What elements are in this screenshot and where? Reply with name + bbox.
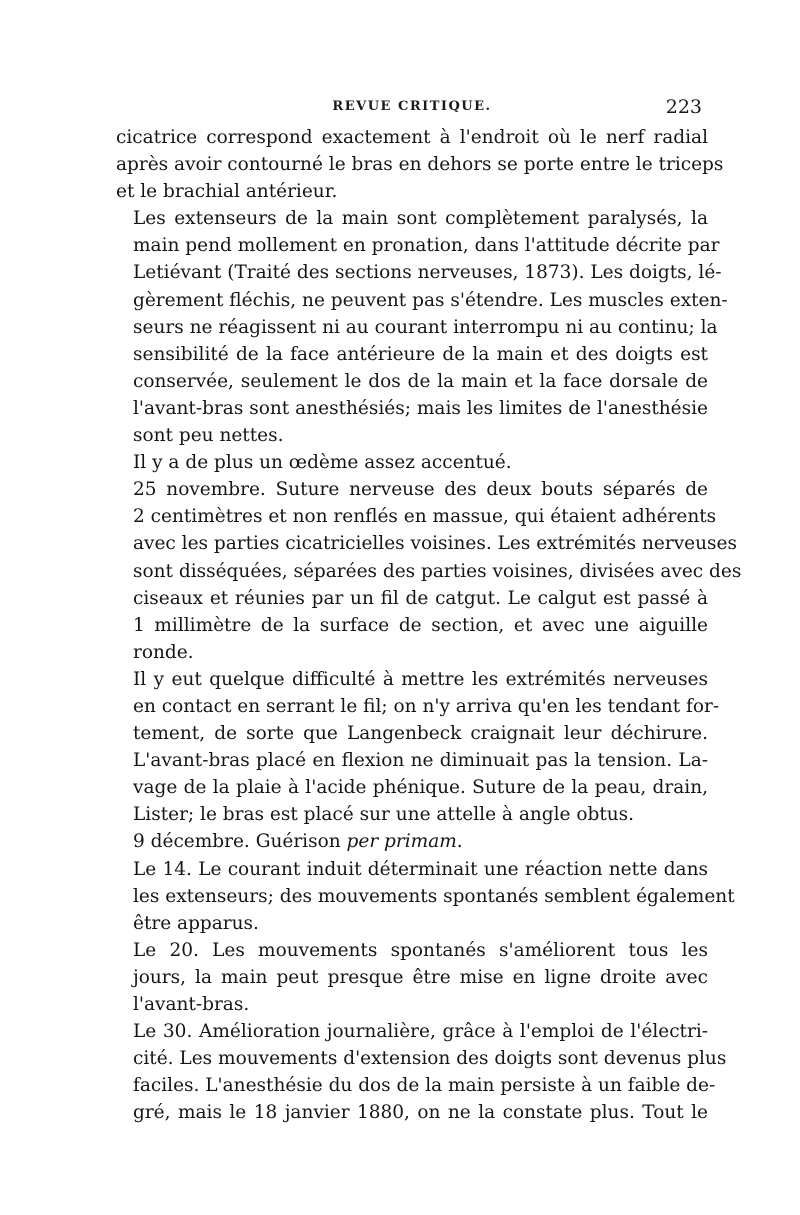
text-line: seurs ne réagissent ni au courant interrompu ni au continu; la — [133, 316, 718, 338]
paragraph-1 — [116, 124, 724, 205]
page-header — [116, 96, 708, 122]
paragraph-8 — [116, 937, 708, 1018]
text-line: avec les parties cicatricielles voisines. Les extrémités nerveuses — [133, 533, 737, 555]
text-line: Le 14. Le courant induit déterminait une réaction nette dans — [133, 858, 708, 880]
paragraph-6 — [116, 828, 708, 855]
text-line: cité. Les mouvements d'extension des doigts sont devenus plus — [133, 1048, 727, 1070]
body-text — [116, 124, 742, 1126]
text-line: Il y eut quelque difficulté à mettre les extrémités nerveuses — [133, 668, 708, 690]
text-line: vage de la plaie à l'acide phénique. Suture de la peau, drain, — [133, 777, 708, 799]
paragraph-9 — [116, 1018, 727, 1126]
text-line: L'avant-bras placé en flexion ne diminuait pas la tension. La- — [133, 750, 708, 772]
date-text: 9 décembre. Guérison — [133, 831, 347, 853]
text-line: Les extenseurs de la main sont complètement paralysés, la — [133, 208, 708, 230]
text-line: gèrement fléchis, ne peuvent pas s'étendre. Les muscles exten- — [133, 289, 728, 311]
text-line: main pend mollement en pronation, dans l'attitude décrite par — [133, 235, 720, 257]
text-line: Letiévant (Traité des sections nerveuses, 1873). Les doigts, lé- — [133, 262, 722, 284]
text-line: après avoir contourné le bras en dehors se porte entre le triceps — [116, 154, 724, 176]
text-line: ciseaux et réunies par un fil de catgut. Le calgut est passé à — [133, 587, 708, 609]
text-line: l'avant-bras. — [133, 994, 250, 1015]
text-line: 1 millimètre de la surface de section, et avec une aiguille — [133, 614, 708, 636]
running-title: REVUE CRITIQUE. — [332, 99, 492, 114]
text-line: faciles. L'anesthésie du dos de la main persiste à un faible de- — [133, 1075, 716, 1097]
text-line: jours, la main peut presque être mise en ligne droite avec — [133, 966, 708, 988]
text-line: Le 30. Amélioration journalière, grâce à l'emploi de l'électri- — [133, 1021, 708, 1043]
text-line: 2 centimètres et non renflés en massue, qui étaient adhérents — [133, 506, 717, 528]
italic-phrase: per primam. — [346, 831, 463, 853]
text-line: en contact en serrant le fil; on n'y arriva qu'en les tendant for- — [133, 695, 720, 717]
text-line — [116, 828, 708, 855]
text-line: sensibilité de la face antérieure de la main et des doigts est — [133, 343, 708, 365]
text-line: cicatrice correspond exactement à l'endroit où le nerf radial — [116, 127, 708, 148]
text-line: Lister; le bras est placé sur une attelle à angle obtus. — [133, 804, 635, 826]
paragraph-4 — [116, 476, 742, 666]
text-line: l'avant-bras sont anesthésiés; mais les limites de l'anesthésie — [133, 397, 708, 419]
text-line: sont peu nettes. — [133, 425, 284, 447]
text-line: Le 20. Les mouvements spontanés s'améliorent tous les — [133, 939, 708, 961]
text-line: 25 novembre. Suture nerveuse des deux bouts séparés de — [133, 479, 708, 501]
paragraph-2 — [116, 205, 728, 449]
paragraph-5 — [116, 666, 720, 829]
page-number: 223 — [665, 96, 702, 118]
text-line: les extenseurs; des mouvements spontanés semblent également — [133, 885, 735, 907]
text-line: et le brachial antérieur. — [116, 181, 338, 203]
text-line: conservée, seulement le dos de la main et la face dorsale de — [133, 370, 708, 392]
text-line: Il y a de plus un œdème assez accentué. — [133, 452, 512, 474]
text-line: tement, de sorte que Langenbeck craignait leur déchirure. — [133, 723, 708, 745]
text-line: sont disséquées, séparées des parties voisines, divisées avec des — [133, 560, 742, 582]
text-line: gré, mais le 18 janvier 1880, on ne la constate plus. Tout le — [133, 1102, 708, 1124]
text-line: être apparus. — [133, 912, 259, 934]
paragraph-7 — [116, 856, 735, 937]
text-line: ronde. — [133, 641, 194, 663]
paragraph-3 — [116, 449, 708, 476]
